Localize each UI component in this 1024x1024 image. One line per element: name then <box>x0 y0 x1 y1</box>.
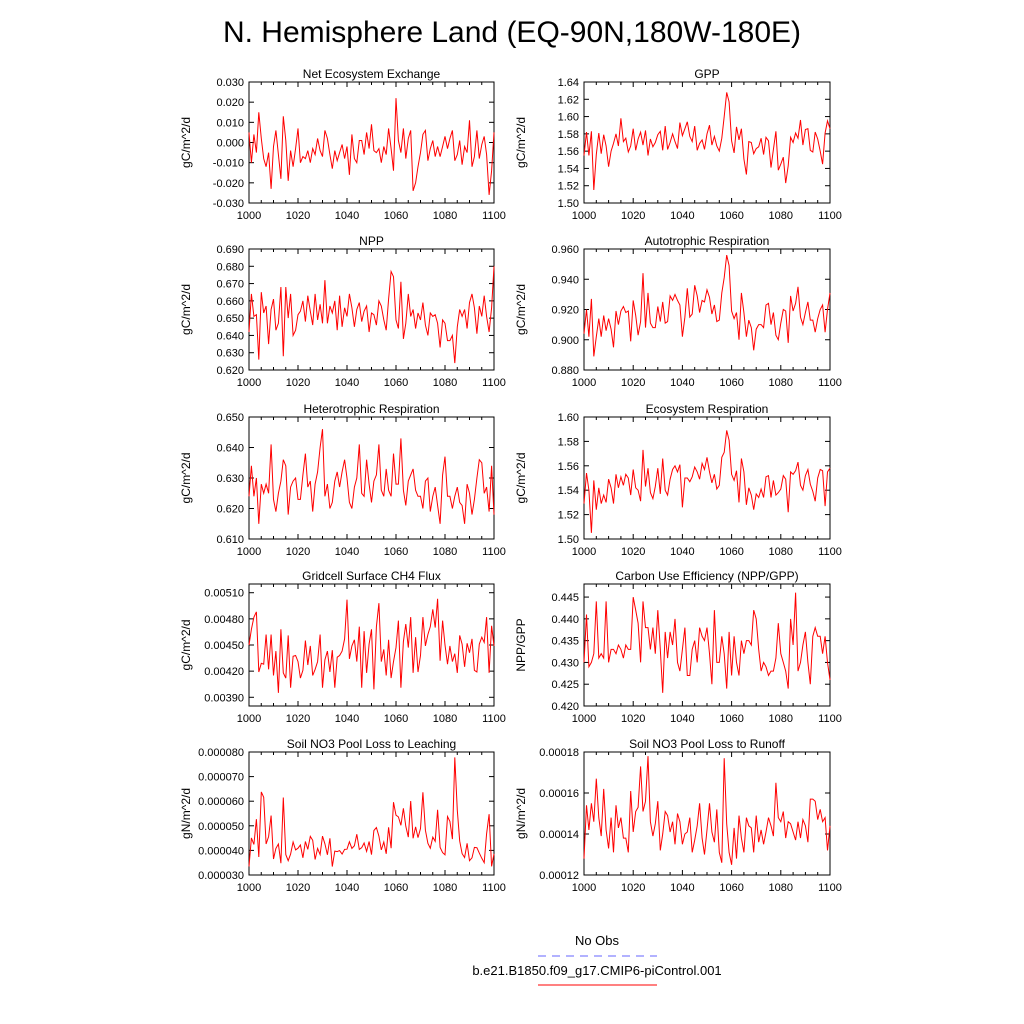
legend-label-no-obs: No Obs <box>574 933 620 948</box>
y-axis-label: gC/m^2/d <box>514 117 528 168</box>
y-tick-label: -0.030 <box>212 198 244 210</box>
y-axis-label: gC/m^2/d <box>179 284 193 335</box>
x-tick-label: 1100 <box>482 882 506 894</box>
y-tick-label: -0.010 <box>212 157 244 170</box>
x-tick-label: 1040 <box>670 377 695 389</box>
x-tick-label: 1060 <box>383 713 409 725</box>
panel-autotrophic-respiration <box>514 234 842 389</box>
x-tick-label: 1020 <box>620 546 646 558</box>
y-tick-label: 0.00014 <box>539 829 579 841</box>
series-line <box>249 757 494 866</box>
x-tick-label: 1100 <box>818 546 842 558</box>
y-tick-label: 0.435 <box>551 635 579 648</box>
x-tick-label: 1000 <box>236 546 262 558</box>
panel-title: Soil NO3 Pool Loss to Leaching <box>286 737 457 751</box>
x-tick-label: 1060 <box>719 546 744 558</box>
y-tick-label: 0.620 <box>216 503 244 516</box>
x-tick-label: 1060 <box>719 210 744 222</box>
y-tick-label: 0.00510 <box>204 587 244 600</box>
y-tick-label: 0.880 <box>551 365 579 377</box>
series-line <box>249 429 494 524</box>
x-tick-label: 1020 <box>620 713 646 725</box>
panel-title: Gridcell Surface CH4 Flux <box>302 569 441 583</box>
panel-carbon-use-efficiency-npp-gpp <box>514 569 842 725</box>
y-axis-label: gN/m^2/d <box>514 788 528 839</box>
panel-soil-no3-pool-loss-to-runoff <box>514 737 842 894</box>
x-tick-label: 1080 <box>432 713 458 725</box>
x-tick-label: 1020 <box>285 546 311 558</box>
plot-frame <box>249 417 494 539</box>
y-tick-label: 0.960 <box>551 244 579 256</box>
x-tick-label: 1020 <box>285 882 311 894</box>
plot-frame <box>249 249 494 370</box>
y-tick-label: 0.660 <box>216 295 244 308</box>
x-tick-label: 1040 <box>670 713 695 725</box>
x-tick-label: 1040 <box>670 210 695 222</box>
x-tick-label: 1040 <box>334 377 360 389</box>
panel-title: Carbon Use Efficiency (NPP/GPP) <box>615 569 799 583</box>
panel-title: Autotrophic Respiration <box>644 234 770 248</box>
x-tick-label: 1080 <box>432 882 458 894</box>
x-tick-label: 1100 <box>482 713 506 725</box>
x-tick-label: 1080 <box>432 210 458 222</box>
x-tick-label: 1040 <box>334 882 360 894</box>
y-tick-label: 0.940 <box>551 274 579 287</box>
y-tick-label: 1.50 <box>557 534 579 546</box>
y-tick-label: 0.00390 <box>204 692 244 705</box>
x-tick-label: 1100 <box>818 713 842 725</box>
series-line <box>584 255 830 356</box>
y-tick-label: 0.445 <box>551 592 579 605</box>
series-line <box>584 593 830 693</box>
panel-soil-no3-pool-loss-to-leaching <box>179 737 506 894</box>
x-tick-label: 1000 <box>236 377 262 389</box>
x-tick-label: 1040 <box>670 882 695 894</box>
y-tick-label: -0.020 <box>212 177 244 190</box>
x-tick-label: 1060 <box>719 713 744 725</box>
x-tick-label: 1060 <box>383 210 409 222</box>
x-tick-label: 1000 <box>571 713 597 725</box>
y-axis-label: gN/m^2/d <box>179 788 193 839</box>
y-tick-label: 1.64 <box>557 77 579 89</box>
y-tick-label: 0.00420 <box>204 666 244 679</box>
panel-title: Ecosystem Respiration <box>645 402 769 416</box>
y-tick-label: 1.54 <box>557 485 579 498</box>
x-tick-label: 1080 <box>768 882 794 894</box>
x-tick-label: 1100 <box>482 210 506 222</box>
y-tick-label: 1.56 <box>557 146 579 159</box>
x-tick-label: 1020 <box>285 377 311 389</box>
y-tick-label: 0.010 <box>216 117 244 130</box>
panel-gridcell-surface-ch4-flux <box>179 569 506 725</box>
panel-npp <box>179 234 506 389</box>
y-tick-label: 1.58 <box>557 436 579 449</box>
y-tick-label: 0.430 <box>551 657 579 670</box>
x-tick-label: 1080 <box>432 377 458 389</box>
y-tick-label: 0.000060 <box>198 796 244 809</box>
y-tick-label: 1.58 <box>557 128 579 141</box>
panel-title: Soil NO3 Pool Loss to Runoff <box>629 737 785 751</box>
y-axis-label: gC/m^2/d <box>514 284 528 335</box>
x-tick-label: 1100 <box>482 377 506 389</box>
y-tick-label: 0.670 <box>216 278 244 291</box>
y-tick-label: 1.52 <box>557 509 579 522</box>
y-tick-label: 0.420 <box>551 701 579 713</box>
y-tick-label: 0.620 <box>216 365 244 377</box>
panel-heterotrophic-respiration <box>179 402 506 558</box>
y-tick-label: 0.900 <box>551 334 579 347</box>
x-tick-label: 1020 <box>620 377 646 389</box>
x-tick-label: 1080 <box>768 713 794 725</box>
x-tick-label: 1060 <box>383 377 409 389</box>
y-tick-label: 1.60 <box>557 111 579 124</box>
y-tick-label: 1.60 <box>557 412 579 424</box>
panel-net-ecosystem-exchange <box>179 67 506 222</box>
y-tick-label: 0.00450 <box>204 640 244 652</box>
y-tick-label: 0.640 <box>216 330 244 343</box>
panel-title: Heterotrophic Respiration <box>303 402 440 416</box>
y-tick-label: 0.650 <box>216 412 244 424</box>
y-tick-label: 1.62 <box>557 94 579 107</box>
x-tick-label: 1100 <box>818 210 842 222</box>
series-line <box>584 92 830 190</box>
x-tick-label: 1100 <box>818 882 842 894</box>
series-line <box>249 98 494 195</box>
y-tick-label: 0.630 <box>216 347 244 360</box>
x-tick-label: 1000 <box>571 210 597 222</box>
x-tick-label: 1100 <box>818 377 842 389</box>
x-tick-label: 1000 <box>571 882 597 894</box>
x-tick-label: 1080 <box>768 546 794 558</box>
panel-ecosystem-respiration <box>514 402 842 558</box>
y-tick-label: 0.440 <box>551 613 579 626</box>
y-tick-label: 0.640 <box>216 442 244 455</box>
x-tick-label: 1020 <box>620 882 646 894</box>
y-tick-label: 0.000 <box>216 137 244 150</box>
panels <box>179 67 842 894</box>
x-tick-label: 1000 <box>236 210 262 222</box>
y-tick-label: 0.000030 <box>198 870 244 882</box>
x-tick-label: 1060 <box>719 882 744 894</box>
x-tick-label: 1020 <box>620 210 646 222</box>
y-tick-label: 0.00016 <box>539 788 579 800</box>
x-tick-label: 1080 <box>768 377 794 389</box>
x-tick-label: 1040 <box>334 713 360 725</box>
y-tick-label: 0.000050 <box>198 820 244 833</box>
x-tick-label: 1020 <box>285 210 311 222</box>
series-line <box>584 430 830 533</box>
x-tick-label: 1000 <box>236 882 262 894</box>
panel-title: Net Ecosystem Exchange <box>302 67 441 81</box>
series-line <box>249 599 494 693</box>
x-tick-label: 1080 <box>768 210 794 222</box>
x-tick-label: 1060 <box>383 882 409 894</box>
y-axis-label: NPP/GPP <box>514 618 528 672</box>
y-tick-label: 0.030 <box>216 77 244 89</box>
x-tick-label: 1060 <box>719 377 744 389</box>
x-tick-label: 1060 <box>383 546 409 558</box>
series-line <box>249 266 494 363</box>
y-axis-label: gC/m^2/d <box>514 452 528 504</box>
y-tick-label: 1.50 <box>557 198 579 210</box>
legend-label-model: b.e21.B1850.f09_g17.CMIP6-piControl.001 <box>472 963 722 978</box>
y-tick-label: 1.54 <box>557 163 579 176</box>
plot-frame <box>584 752 830 875</box>
x-tick-label: 1080 <box>432 546 458 558</box>
y-tick-label: 0.000040 <box>198 845 244 858</box>
y-tick-label: 1.52 <box>557 180 579 193</box>
y-tick-label: 0.920 <box>551 304 579 317</box>
panel-gpp <box>514 67 842 222</box>
x-tick-label: 1020 <box>285 713 311 725</box>
x-tick-label: 1000 <box>571 377 597 389</box>
x-tick-label: 1040 <box>334 546 360 558</box>
y-tick-label: 0.00012 <box>539 870 579 882</box>
x-tick-label: 1040 <box>670 546 695 558</box>
y-tick-label: 0.00018 <box>539 747 579 759</box>
legend <box>472 933 721 985</box>
y-tick-label: 0.000080 <box>198 747 244 759</box>
x-tick-label: 1100 <box>482 546 506 558</box>
y-tick-label: 0.630 <box>216 473 244 485</box>
y-tick-label: 0.000070 <box>198 771 244 784</box>
y-tick-label: 0.020 <box>216 97 244 110</box>
series-line <box>584 756 830 865</box>
y-tick-label: 0.680 <box>216 261 244 274</box>
y-tick-label: 0.690 <box>216 244 244 256</box>
y-tick-label: 0.425 <box>551 679 579 692</box>
figure-title: N. Hemisphere Land (EQ-90N,180W-180E) <box>222 16 802 49</box>
y-tick-label: 0.00480 <box>204 613 244 626</box>
y-axis-label: gC/m^2/d <box>179 117 193 168</box>
y-tick-label: 1.56 <box>557 460 579 473</box>
y-tick-label: 0.610 <box>216 534 244 546</box>
x-tick-label: 1040 <box>334 210 360 222</box>
panel-title: NPP <box>359 234 384 248</box>
y-tick-label: 0.650 <box>216 313 244 326</box>
y-axis-label: gC/m^2/d <box>179 452 193 504</box>
plot-frame <box>249 584 494 706</box>
y-axis-label: gC/m^2/d <box>179 619 193 671</box>
panel-title: GPP <box>694 67 720 81</box>
x-tick-label: 1000 <box>236 713 262 725</box>
x-tick-label: 1000 <box>571 546 597 558</box>
